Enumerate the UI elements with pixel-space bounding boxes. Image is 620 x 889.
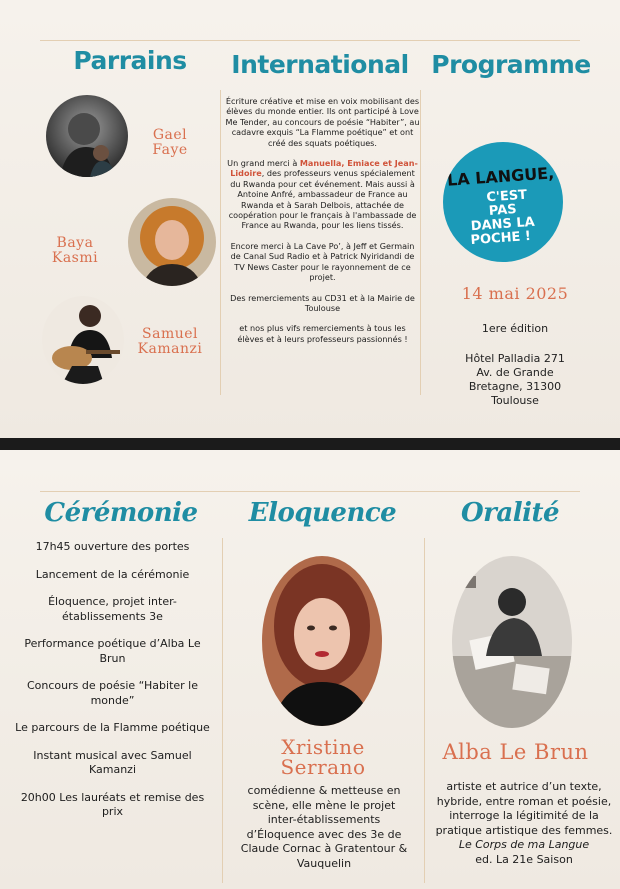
xristine-description: comédienne & metteuse en scène, elle mène le projet inter-établissements d’Éloquence avec des 3e de Claude Cornac à Gratentour & Vauquelin xyxy=(240,784,408,870)
international-media-thanks: Encore merci à La Cave Po’, à Jeff et Germain de Canal Sud Radio et à Patrick Nyiridandi de TV News Caster pour le rayonnement de ce projet. xyxy=(230,240,415,283)
schedule-item: 17h45 ouverture des portes xyxy=(35,540,190,553)
venue-address: Hôtel Palladia 271 Av. de Grande Bretagne, 31300 Toulouse xyxy=(465,352,565,407)
name-baya-kasmi: Baya Kasmi xyxy=(51,235,99,266)
schedule-item: Concours de poésie “Habiter le monde” xyxy=(27,679,198,707)
photo-alba-le-brun xyxy=(452,556,572,728)
heading-programme: Programme xyxy=(431,50,591,79)
alba-description: artiste et autrice d’un texte, hybride, entre roman et poésie, interroge la légitimité de la pratique artistique des femmes. Le Corps de ma Langue ed. La 21e Saison xyxy=(435,780,613,866)
book-title: Le Corps de ma Langue xyxy=(458,838,590,851)
professors-names: Manuella, Emiace et Jean-Lidoire xyxy=(230,158,418,179)
heading-eloquence: Eloquence xyxy=(248,498,397,528)
ceremony-schedule xyxy=(0,540,225,833)
international-text xyxy=(225,96,420,354)
top-rule xyxy=(40,40,580,41)
schedule-item: Éloquence, projet inter-établissements 3e xyxy=(48,595,177,623)
international-thanks: Un grand merci à Manuella, Emiace et Jean-Lidoire, des professeurs venus spécialement du Rwanda pour cet événement. Mais aussi à Antoine Anfré, ambassadeur de France au Rwanda et à Sarah Delbois, attachée de coopération pour le français à l'ambassade de France au Rwanda, pour les liens tissés. xyxy=(227,158,418,231)
badge-text-2: C'EST xyxy=(485,187,528,206)
heading-international: International xyxy=(231,50,409,79)
edition-label: 1ere édition xyxy=(481,322,549,335)
international-intro: Écriture créative et mise en voix mobilisant des élèves du monde entier. Ils ont participé à Love Me Tender, au concours de poésie “Habiter”, au cadavre exquis “La Flamme poétique” et ont créé des squats poétiques. xyxy=(225,96,420,148)
heading-parrains: Parrains xyxy=(73,46,187,75)
badge-text-4: DANS LA xyxy=(470,214,536,235)
badge-text-1: LA LANGUE, xyxy=(446,163,555,190)
name-gael-faye: Gael Faye xyxy=(152,127,188,158)
portrait-gael-faye xyxy=(46,95,128,177)
international-final-thanks: et nos plus vifs remerciements à tous les élèves et à leurs professeurs passionnés ! xyxy=(237,323,408,344)
column-divider-right xyxy=(420,90,421,395)
badge-text-5: POCHE ! xyxy=(470,228,532,249)
publisher: ed. La 21e Saison xyxy=(475,852,573,866)
column-divider-left xyxy=(220,90,221,395)
badge-text-3: PAS xyxy=(488,202,518,219)
schedule-item: Performance poétique d’Alba Le Brun xyxy=(24,637,201,665)
schedule-item: Le parcours de la Flamme poétique xyxy=(15,721,210,734)
portrait-xristine-serrano xyxy=(262,556,382,726)
portrait-baya-kasmi xyxy=(128,198,216,286)
event-date: 14 mai 2025 xyxy=(461,284,569,303)
section-divider xyxy=(0,438,620,450)
heading-oralite: Oralité xyxy=(461,498,559,528)
bottom-divider-right xyxy=(424,538,425,883)
name-xristine-serrano: Xristine Serrano xyxy=(280,735,366,779)
name-alba-le-brun: Alba Le Brun xyxy=(442,740,589,764)
schedule-item: 20h00 Les lauréats et remise des prix xyxy=(20,790,205,818)
schedule-item: Instant musical avec Samuel Kamanzi xyxy=(33,748,192,776)
bottom-rule xyxy=(40,491,580,492)
portrait-samuel-kamanzi xyxy=(42,296,124,384)
heading-ceremonie: Cérémonie xyxy=(44,498,198,528)
schedule-item: Lancement de la cérémonie xyxy=(35,567,190,581)
la-langue-badge xyxy=(443,142,563,262)
name-samuel-kamanzi: Samuel Kamanzi xyxy=(137,326,203,357)
top-panel xyxy=(0,0,620,438)
international-institution-thanks: Des remerciements au CD31 et à la Mairie de Toulouse xyxy=(230,292,415,313)
